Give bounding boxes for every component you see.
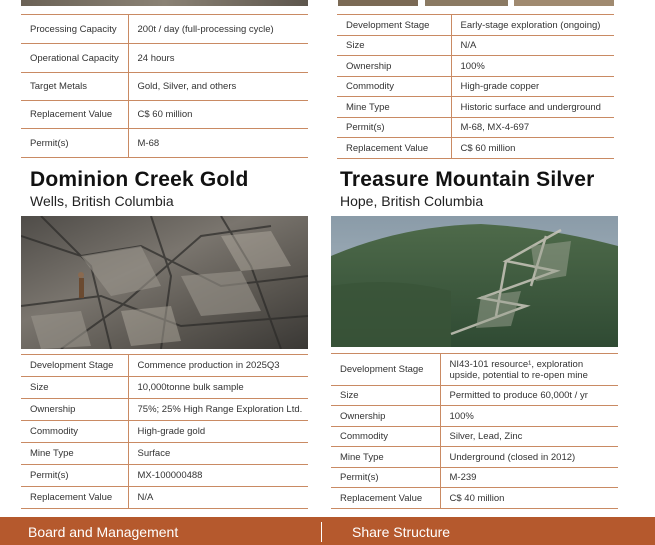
top-right-photo-strip-2 bbox=[425, 0, 508, 6]
row-key: Commodity bbox=[21, 421, 128, 443]
row-key: Replacement Value bbox=[331, 488, 440, 509]
table-row bbox=[337, 15, 614, 36]
share-structure-link[interactable]: Share Structure bbox=[352, 524, 451, 540]
row-key: Replacement Value bbox=[21, 101, 128, 129]
table-row bbox=[21, 487, 308, 509]
row-value: Historic surface and underground bbox=[451, 97, 614, 118]
table-row bbox=[21, 44, 308, 73]
treasure-title: Treasure Mountain Silver bbox=[340, 168, 595, 191]
table-row bbox=[337, 138, 614, 159]
table-row bbox=[331, 447, 618, 468]
row-key: Mine Type bbox=[331, 447, 440, 468]
table-row bbox=[21, 443, 308, 465]
row-value: Permitted to produce 60,000t / yr bbox=[440, 386, 618, 406]
row-key: Replacement Value bbox=[21, 487, 128, 509]
table-row bbox=[21, 399, 308, 421]
table-row bbox=[337, 36, 614, 56]
row-key: Size bbox=[331, 386, 440, 406]
dominion-location: Wells, British Columbia bbox=[30, 193, 174, 209]
row-value: 200t / day (full-processing cycle) bbox=[128, 15, 308, 44]
row-value: Commence production in 2025Q3 bbox=[128, 355, 308, 377]
row-key: Permit(s) bbox=[21, 465, 128, 487]
row-value: C$ 60 million bbox=[451, 138, 614, 159]
row-value: 75%; 25% High Range Exploration Ltd. bbox=[128, 399, 308, 421]
row-value: M-68, MX-4-697 bbox=[451, 118, 614, 138]
row-value: 24 hours bbox=[128, 44, 308, 73]
row-value: M-68 bbox=[128, 129, 308, 158]
footer-divider bbox=[321, 522, 322, 542]
row-value: 10,000tonne bulk sample bbox=[128, 377, 308, 399]
table-row bbox=[337, 77, 614, 97]
row-value: High-grade gold bbox=[128, 421, 308, 443]
table-row bbox=[21, 73, 308, 101]
table-row bbox=[337, 97, 614, 118]
row-key: Permit(s) bbox=[337, 118, 451, 138]
footer-bar bbox=[0, 517, 655, 545]
row-value: C$ 60 million bbox=[128, 101, 308, 129]
row-value: N/A bbox=[128, 487, 308, 509]
row-key: Permit(s) bbox=[21, 129, 128, 158]
row-value: Early-stage exploration (ongoing) bbox=[451, 15, 614, 36]
row-value: 100% bbox=[451, 56, 614, 77]
table-row bbox=[337, 118, 614, 138]
row-value: Surface bbox=[128, 443, 308, 465]
treasure-location: Hope, British Columbia bbox=[340, 193, 484, 209]
row-key: Mine Type bbox=[21, 443, 128, 465]
dominion-table bbox=[21, 354, 308, 509]
row-key: Development Stage bbox=[337, 15, 451, 36]
table-row bbox=[21, 129, 308, 158]
row-key: Permit(s) bbox=[331, 468, 440, 488]
treasure-table bbox=[331, 353, 618, 509]
row-key: Commodity bbox=[337, 77, 451, 97]
row-key: Development Stage bbox=[21, 355, 128, 377]
table-row bbox=[331, 488, 618, 509]
top-right-photo-strip-1 bbox=[338, 0, 418, 6]
aerial-mountain-image bbox=[331, 216, 618, 347]
processing-table bbox=[21, 14, 308, 158]
table-row bbox=[331, 468, 618, 488]
table-row bbox=[331, 406, 618, 427]
table-row bbox=[331, 354, 618, 386]
table-row bbox=[21, 355, 308, 377]
row-key: Mine Type bbox=[337, 97, 451, 118]
table-row bbox=[331, 427, 618, 447]
row-value: Silver, Lead, Zinc bbox=[440, 427, 618, 447]
table-row bbox=[337, 56, 614, 77]
row-key: Ownership bbox=[337, 56, 451, 77]
row-value: N/A bbox=[451, 36, 614, 56]
row-value: 100% bbox=[440, 406, 618, 427]
row-key: Target Metals bbox=[21, 73, 128, 101]
treasure-mountain-photo bbox=[331, 216, 618, 347]
row-value: NI43-101 resource¹, exploration upside, potential to re-open mine bbox=[440, 354, 618, 386]
dominion-rock-photo bbox=[21, 216, 308, 349]
board-management-link[interactable]: Board and Management bbox=[28, 524, 179, 540]
row-key: Replacement Value bbox=[337, 138, 451, 159]
row-value: C$ 40 million bbox=[440, 488, 618, 509]
row-value: MX-100000488 bbox=[128, 465, 308, 487]
table-row bbox=[21, 421, 308, 443]
exploration-table bbox=[337, 14, 614, 159]
row-key: Commodity bbox=[331, 427, 440, 447]
row-value: High-grade copper bbox=[451, 77, 614, 97]
table-row bbox=[21, 101, 308, 129]
top-left-photo-strip bbox=[21, 0, 308, 6]
table-row bbox=[331, 386, 618, 406]
row-key: Size bbox=[21, 377, 128, 399]
row-value: Gold, Silver, and others bbox=[128, 73, 308, 101]
top-right-photo-strip-3 bbox=[514, 0, 614, 6]
table-row bbox=[21, 465, 308, 487]
row-key: Size bbox=[337, 36, 451, 56]
row-key: Operational Capacity bbox=[21, 44, 128, 73]
rock-outcrop-image bbox=[21, 216, 308, 349]
row-key: Processing Capacity bbox=[21, 15, 128, 44]
row-value: Underground (closed in 2012) bbox=[440, 447, 618, 468]
row-key: Development Stage bbox=[331, 354, 440, 386]
table-row bbox=[21, 377, 308, 399]
dominion-title: Dominion Creek Gold bbox=[30, 168, 249, 191]
row-value: M-239 bbox=[440, 468, 618, 488]
table-row bbox=[21, 15, 308, 44]
row-key: Ownership bbox=[21, 399, 128, 421]
row-key: Ownership bbox=[331, 406, 440, 427]
